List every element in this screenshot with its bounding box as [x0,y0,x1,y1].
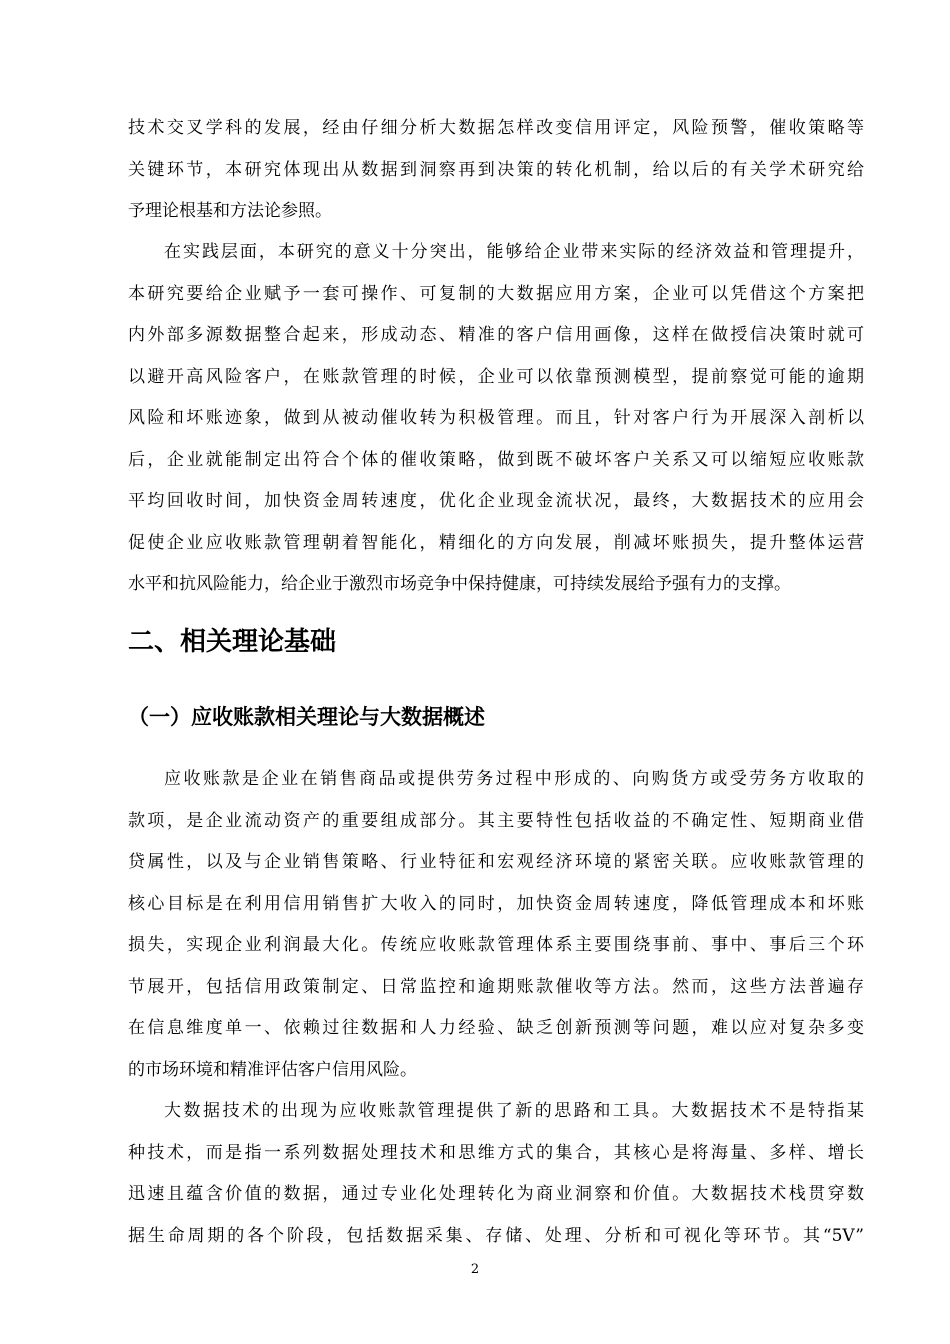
paragraph-line: 迅速且蕴含价值的数据，通过专业化处理转化为商业洞察和价值。大数据技术栈贯穿数 [128,1184,864,1204]
practice-paragraph [128,232,864,606]
paragraph-line: 损失，实现企业利润最大化。传统应收账款管理体系主要围绕事前、事中、事后三个环 [128,935,864,955]
intro-paragraph [128,108,864,233]
paragraph-line: 的市场环境和精准评估客户信用风险。 [128,1059,417,1080]
paragraph-line: 种技术，而是指一系列数据处理技术和思维方式的集合，其核心是将海量、多样、增长 [128,1142,864,1163]
paragraph-line: 在信息维度单一、依赖过往数据和人力经验、缺乏创新预测等问题，难以应对复杂多变 [128,1018,864,1038]
paragraph-line: 核心目标是在利用信用销售扩大收入的同时，加快资金周转速度，降低管理成本和坏账 [128,893,864,914]
subsection-heading: （一）应收账款相关理论与大数据概述 [128,705,485,729]
paragraph-line: 风险和坏账迹象，做到从被动催收转为积极管理。而且，针对客户行为开展深入剖析以 [128,408,864,428]
paragraph-line: 款项，是企业流动资产的重要组成部分。其主要特性包括收益的不确定性、短期商业借 [128,810,864,831]
paragraph-line: 贷属性，以及与企业销售策略、行业特征和宏观经济环境的紧密关联。应收账款管理的 [128,852,864,872]
section-heading: 二、相关理论基础 [128,627,337,657]
page-number: 2 [470,1262,480,1277]
paragraph-line: 据生命周期的各个阶段，包括数据采集、存储、处理、分析和可视化等环节。其“5V” [128,1225,864,1246]
receivables-paragraph [128,759,864,1091]
paragraph-line: 大数据技术的出现为应收账款管理提供了新的思路和工具。大数据技术不是特指某 [164,1101,864,1121]
paragraph-line: 水平和抗风险能力，给企业于激烈市场竞争中保持健康，可持续发展给予强有力的支撑。 [128,574,791,594]
paragraph-line: 在实践层面，本研究的意义十分突出，能够给企业带来实际的经济效益和管理提升， [164,242,864,262]
paragraph-line: 以避开高风险客户，在账款管理的时候，企业可以依靠预测模型，提前察觉可能的逾期 [128,366,864,387]
paragraph-line: 促使企业应收账款管理朝着智能化，精细化的方向发展，削减坏账损失，提升整体运营 [128,532,864,553]
paragraph-line: 技术交叉学科的发展，经由仔细分析大数据怎样改变信用评定，风险预警，催收策略等 [128,118,864,138]
paragraph-line: 内外部多源数据整合起来，形成动态、精准的客户信用画像，这样在做授信决策时就可 [128,325,864,345]
paragraph-line: 节展开，包括信用政策制定、日常监控和逾期账款催收等方法。然而，这些方法普遍存 [128,976,864,997]
paragraph-line: 本研究要给企业赋予一套可操作、可复制的大数据应用方案，企业可以凭借这个方案把 [128,283,864,304]
paragraph-line: 予理论根基和方法论参照。 [128,201,332,221]
paragraph-line: 应收账款是企业在销售商品或提供劳务过程中形成的、向购货方或受劳务方收取的 [164,769,864,789]
paragraph-line: 关键环节，本研究体现出从数据到洞察再到决策的转化机制，给以后的有关学术研究给 [128,159,864,180]
paragraph-line: 平均回收时间，加快资金周转速度，优化企业现金流状况，最终，大数据技术的应用会 [128,491,864,511]
bigdata-paragraph [128,1091,864,1257]
paragraph-line: 后，企业就能制定出符合个体的催收策略，做到既不破坏客户关系又可以缩短应收账款 [128,449,864,470]
